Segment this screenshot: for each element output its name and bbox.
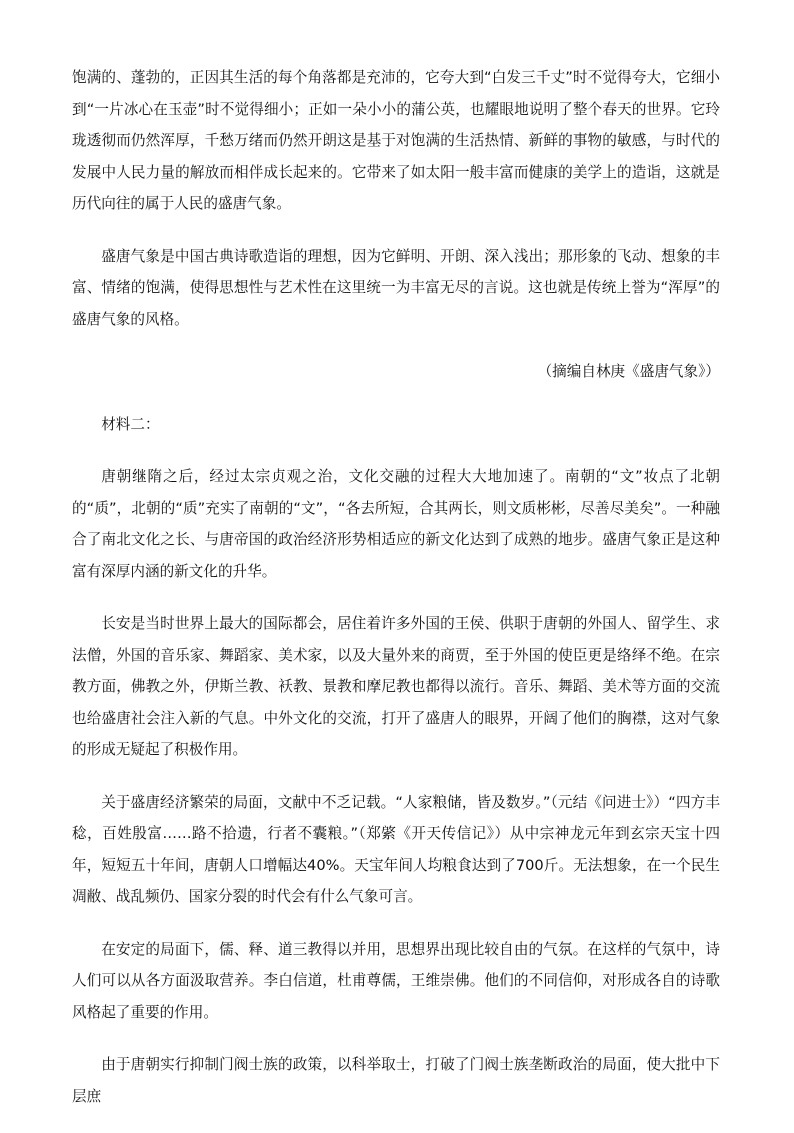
- paragraph-1: 饱满的、蓬勃的，正因其生活的每个角落都是充沛的，它夸大到“白发三千丈”时不觉得夸大，它细小到“一片冰心在玉壶”时不觉得细小；正如一朵小小的蒲公英，也耀眼地说明了整个春天的世界。它玲珑透彻而仍然浑厚，千愁万绪而仍然开朗这是基于对饱满的生活热情、新鲜的事物的敏感，与时代的发展中人民力量的解放而相伴成长起来的。它带来了如太阳一般丰富而健康的美学上的造诣，这就是历代向往的属于人民的盛唐气象。: [72, 69, 720, 212]
- material-paragraph-4: 在安定的局面下，儒、释、道三教得以并用，思想界出现比较自由的气氛。在这样的气氛中，诗人们可以从各方面汲取营养。李白信道，杜甫尊儒，王维崇佛。他们的不同信仰，对形成各自的诗歌风格起了重要的作用。: [72, 940, 720, 1021]
- material-paragraph-5: 由于唐朝实行抑制门阀士族的政策，以科举取士，打破了门阀士族垄断政治的局面，使大批中下层庶: [72, 1056, 720, 1105]
- material-paragraph-2: 长安是当时世界上最大的国际都会，居住着许多外国的王侯、供职于唐朝的外国人、留学生、求法僧，外国的音乐家、舞蹈家、美术家，以及大量外来的商贾，至于外国的使臣更是络绎不绝。在宗教方面，佛教之外，伊斯兰教、袄教、景教和摩尼教也都得以流行。音乐、舞蹈、美术等方面的交流也给盛唐社会注入新的气息。中外文化的交流，打开了盛唐人的眼界，开阔了他们的胸襟，这对气象的形成无疑起了积极作用。: [72, 615, 720, 758]
- source-citation: （摘编自林庚《盛唐气象》）: [537, 363, 720, 380]
- paragraph-2: 盛唐气象是中国古典诗歌造诣的理想，因为它鲜明、开朗、深入浅出；那形象的飞动、想象的丰富、情绪的饱满，使得思想性与艺术性在这里统一为丰富无尽的言说。这也就是传统上誉为“浑厚”的盛唐气象的风格。: [72, 247, 720, 328]
- material-two-label: 材料二：: [101, 415, 160, 433]
- material-paragraph-3: 关于盛唐经济繁荣的局面，文献中不乏记载。“人家粮储，皆及数岁。”（元结《问进士》）“四方丰稔，百姓殷富……路不拾遗，行者不囊粮。”（郑綮《开天传信记》）从中宗神龙元年到玄宗天宝十四年，短短五十年间，唐朝人口增幅达40%。天宝年间人均粮食达到了700斤。无法想象，在一个民生凋敝、战乱频仍、国家分裂的时代会有什么气象可言。: [72, 793, 720, 905]
- document-page: [72, 62, 720, 1133]
- material-paragraph-1: 唐朝继隋之后，经过太宗贞观之治，文化交融的过程大大地加速了。南朝的“文”妆点了北朝的“质”，北朝的“质”充实了南朝的“文”，“各去所短，合其两长，则文质彬彬，尽善尽美矣”。一种融合了南北文化之长、与唐帝国的政治经济形势相适应的新文化达到了成熟的地步。盛唐气象正是这种富有深厚内涵的新文化的升华。: [72, 468, 720, 580]
